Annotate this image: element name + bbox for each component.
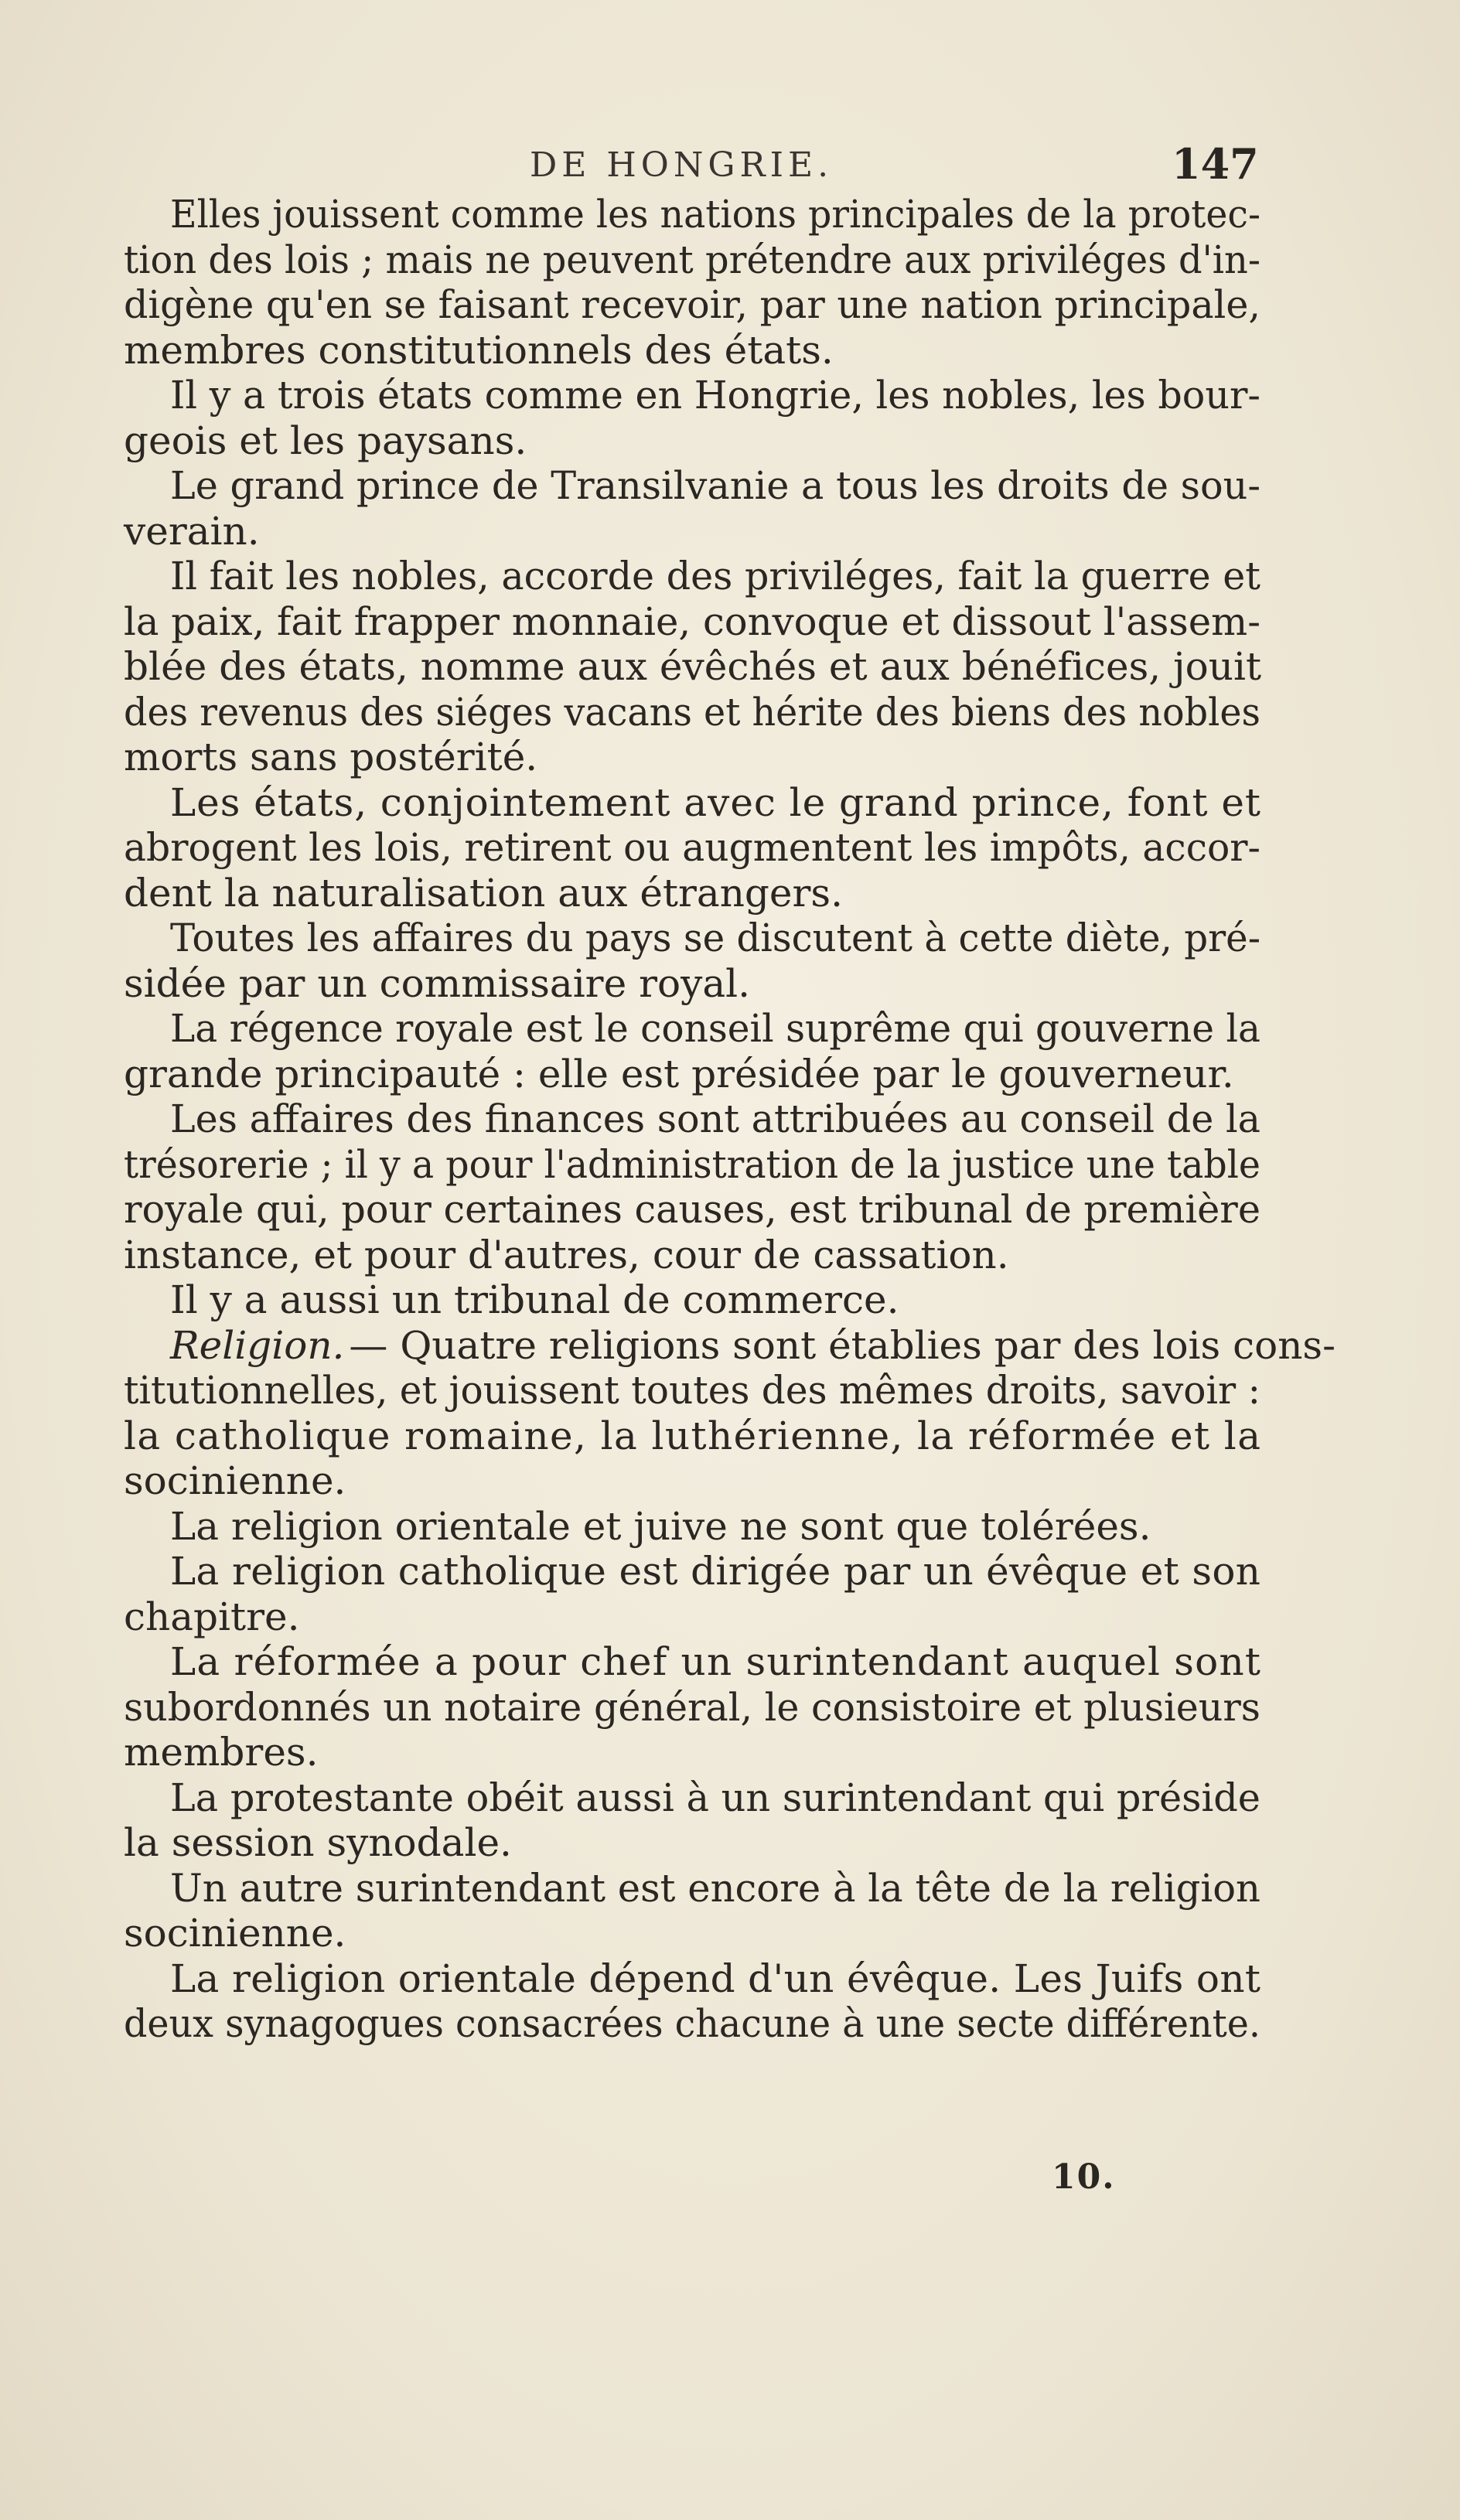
- text-line-content: instance, et pour d'autres, cour de cassation.: [124, 1232, 1009, 1277]
- text-line: [124, 1368, 1260, 1413]
- text-line: [124, 1775, 1260, 1821]
- text-line: [124, 871, 1260, 916]
- text-line-content: dent la naturalisation aux étrangers.: [124, 870, 843, 916]
- text-line-content: Un autre surintendant est encore à la tête de la religion: [170, 1865, 1260, 1911]
- text-line-content: deux synagogues consacrées chacune à une secte différente.: [124, 2001, 1260, 2046]
- text-line: [124, 961, 1260, 1007]
- text-line: [124, 1142, 1260, 1188]
- text-line-content: des revenus des siéges vacans et hérite des biens des nobles: [124, 689, 1260, 735]
- text-line-content: La régence royale est le conseil suprême qui gouverne la: [170, 1006, 1260, 1051]
- text-line-content: La religion catholique est dirigée par un évêque et son: [170, 1549, 1261, 1594]
- text-line-rest: — Quatre religions sont établies par des lois cons-: [349, 1322, 1335, 1368]
- text-line-content: Toutes les affaires du pays se discutent à cette diète, pré-: [170, 916, 1260, 960]
- text-line: [124, 1458, 1260, 1504]
- text-line-content: la paix, fait frapper monnaie, convoque et dissout l'assem-: [124, 598, 1260, 644]
- text-line-content: la catholique romaine, la luthérienne, la réformée et la: [124, 1413, 1262, 1458]
- text-line-content: socinienne.: [124, 1458, 346, 1503]
- text-line: [124, 1549, 1260, 1594]
- page-number: 147: [1172, 139, 1259, 189]
- text-line: [124, 1187, 1260, 1233]
- text-line: [124, 237, 1260, 283]
- text-line-content: La religion orientale dépend d'un évêque. Les Juifs ont: [170, 1956, 1261, 2001]
- text-line: [124, 554, 1260, 599]
- text-line: [124, 418, 1260, 464]
- text-line: [124, 1052, 1260, 1097]
- text-line-content: chapitre.: [124, 1594, 300, 1639]
- text-line-content: La religion orientale et juive ne sont que tolérées.: [170, 1503, 1151, 1549]
- text-line: [124, 328, 1260, 373]
- text-line-content: Elles jouissent comme les nations principales de la protec-: [170, 192, 1260, 237]
- signature-mark: 10.: [1052, 2157, 1116, 2197]
- text-line-content: Les affaires des finances sont attribuées au conseil de la: [170, 1096, 1260, 1141]
- text-line: [124, 1233, 1260, 1278]
- text-line-content: Il y a trois états comme en Hongrie, les nobles, les bour-: [170, 373, 1260, 418]
- text-line: [124, 916, 1260, 961]
- text-line: [124, 1277, 1260, 1323]
- text-line: [124, 192, 1260, 237]
- text-line-content: membres constitutionnels des états.: [124, 327, 834, 373]
- text-line-content: Il fait les nobles, accorde des priviléges, fait la guerre et: [170, 554, 1260, 598]
- text-line: [124, 825, 1260, 871]
- text-line-content: abrogent les lois, retirent ou augmentent les impôts, accor-: [124, 825, 1260, 870]
- text-line: [124, 1594, 1260, 1640]
- text-line-content: grande principauté : elle est présidée par le gouverneur.: [124, 1051, 1234, 1096]
- text-line: [124, 1820, 1260, 1866]
- text-line-content: royale qui, pour certaines causes, est tribunal de première: [124, 1187, 1260, 1232]
- text-line: [124, 2001, 1260, 2047]
- text-line-content: la session synodale.: [124, 1820, 512, 1865]
- text-line: [124, 1322, 1335, 1369]
- text-line: [124, 599, 1260, 645]
- text-line-content: Il y a aussi un tribunal de commerce.: [170, 1277, 899, 1322]
- text-line-content: verain.: [124, 508, 260, 554]
- section-heading: Religion.: [170, 1322, 345, 1368]
- text-line: [124, 735, 1260, 780]
- text-line: [124, 644, 1260, 690]
- text-line: [124, 1685, 1260, 1731]
- text-line-content: trésorerie ; il y a pour l'administration de la justice une table: [124, 1141, 1260, 1187]
- text-line: [124, 1866, 1260, 1911]
- text-line: [124, 1413, 1260, 1459]
- text-line: [124, 509, 1260, 554]
- text-line-content: membres.: [124, 1730, 319, 1775]
- text-line: [124, 780, 1260, 826]
- text-line-content: socinienne.: [124, 1911, 346, 1956]
- text-line-content: morts sans postérité.: [124, 735, 538, 779]
- text-line-content: blée des états, nomme aux évêchés et aux bénéfices, jouit: [124, 644, 1262, 689]
- text-line: [124, 1730, 1260, 1775]
- text-line-content: geois et les paysans.: [124, 418, 527, 463]
- text-line: [124, 463, 1260, 509]
- text-line-content: La protestante obéit aussi à un surintendant qui préside: [170, 1775, 1260, 1820]
- text-line: [124, 1911, 1260, 1956]
- text-line: [124, 373, 1260, 418]
- text-line: [124, 1096, 1260, 1142]
- text-line: [124, 1006, 1260, 1052]
- text-line-content: Le grand prince de Transilvanie a tous les droits de sou-: [170, 463, 1260, 508]
- text-line: [124, 282, 1260, 328]
- text-line-content: digène qu'en se faisant recevoir, par une nation principale,: [124, 282, 1260, 327]
- text-line: [124, 1504, 1260, 1550]
- body-text: [124, 192, 1335, 2047]
- text-line-content: Les états, conjointement avec le grand prince, font et: [170, 779, 1261, 825]
- text-line-content: La réformée a pour chef un surintendant auquel sont: [170, 1639, 1262, 1684]
- text-line-content: subordonnés un notaire général, le consistoire et plusieurs: [124, 1684, 1260, 1730]
- text-line: [124, 1956, 1260, 2002]
- text-line-content: sidée par un commissaire royal.: [124, 960, 751, 1006]
- text-line: [124, 1639, 1260, 1685]
- running-head: DE HONGRIE.: [530, 145, 834, 185]
- text-line: [124, 690, 1260, 735]
- text-line-content: titutionnelles, et jouissent toutes des mêmes droits, savoir :: [124, 1368, 1260, 1413]
- text-line-content: tion des lois ; mais ne peuvent prétendre aux priviléges d'in-: [124, 237, 1260, 282]
